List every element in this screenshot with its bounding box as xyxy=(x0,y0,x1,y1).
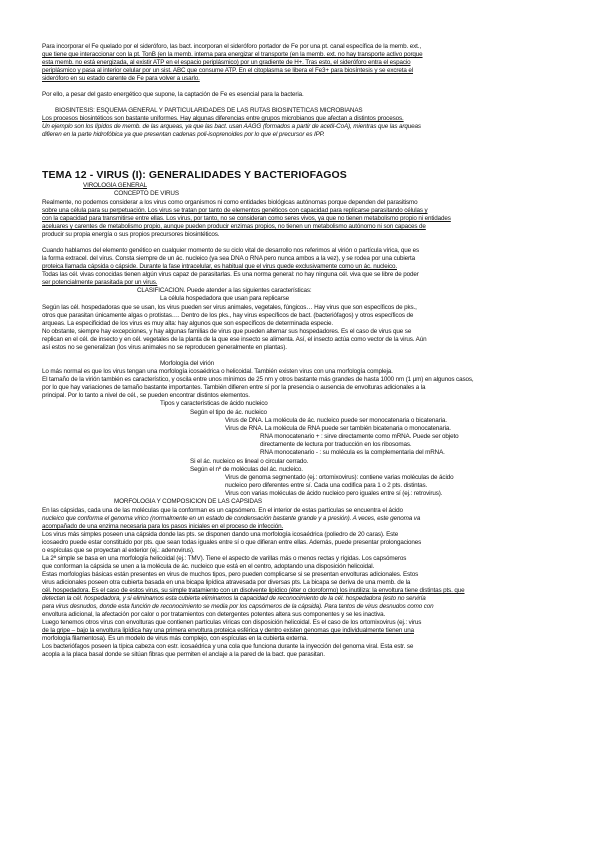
text-line: Para incorporar el Fe quelado por el sideróforo, las bact. incorporan el sideróforo portador de Fe por una pt. canal específica de la memb. ext., xyxy=(42,43,422,50)
list-item: directamente de lectura por traducción en los ribosomas. xyxy=(260,441,412,448)
text-line: o espículas que se proyectan al exterior (ej.: adenovirus). xyxy=(42,547,195,554)
page-title: TEMA 12 - VIRUS (I): GENERALIDADES Y BACTERIOFAGOS xyxy=(42,169,347,181)
text-line: producir su propia energía o sus propios precursores biosintéticos. xyxy=(42,231,220,238)
text-line: Por ello, a pesar del gasto energético que supone, la captación de Fe es esencial para la bacteria. xyxy=(42,91,304,98)
list-item: ■ Virus de genoma segmentado (ej.: ortomixovirus): contiene varias moléculas de ácido xyxy=(225,474,555,482)
text-line: arqueas. La especificidad de los virus es muy alta: hay algunos que son específicos de determinada especie. xyxy=(42,320,334,327)
text-line: Realmente, no podemos considerar a los virus como organismos ni como entidades biológicas autónomas porque dependen del parasitismo xyxy=(42,199,418,206)
text-line: En las cápsidas, cada una de las moléculas que la conforman es un capsómero. En el interior de estas partículas se encuentra el ácido xyxy=(42,507,403,514)
text-line: Cuando hablamos del elemento genético en cualquier momento de su ciclo vital de desarrollo nos referimos al virión o partícula vírica, que es xyxy=(42,247,420,254)
text-line: esta memb. no está energizada, al existir ATP en el espacio periplásmico) por un gradiente de H+. Tras esto, el sideróforo entra el espacio xyxy=(42,59,411,66)
list-item: ○ Según el nº de moléculas del ác. nucleico. xyxy=(190,466,555,474)
subsection-heading: ○ MORFOLOGÍA Y COMPOSICIÓN DE LAS CÁPSIDAS xyxy=(114,498,554,506)
text-line: cél. hospedadora. Es el caso de estos virus, su simple tratamiento con un disolvente lipídico (éter o cloroformo) los inutiliza: la envoltura tiene distintas pts. que xyxy=(42,587,465,594)
list-item: ■ Virus con varias moléculas de ácido nucleico pero iguales entre sí (ej.: retrovirus). xyxy=(225,490,555,498)
text-line: icosaedro puede estar constituido por pts. que sean todas iguales entre sí o que difieran entre ellas. Además, puede presentar prolongaciones xyxy=(42,539,422,546)
subsection-heading: ■ Tipos y características de ácido nucleico xyxy=(160,400,555,408)
subsection-heading: ○ CONCEPTO DE VIRUS xyxy=(114,190,554,198)
text-line: Estas morfologías básicas están presentes en virus de muchos tipos, pero pueden complicarse si se presentan envolturas adicionales. Estos xyxy=(42,571,419,578)
text-line: así estos no se generalizan (los virus animales no se reproducen generalmente en plantas). xyxy=(42,344,287,351)
text-line: que tiene que interaccionar con la pt. TonB (en la memb. interna para energizar el transporte (en la memb. ext. no hay transporte activo porque xyxy=(42,51,423,58)
text-line: con la capacidad para transmitirse entre ellas. Los virus, por tanto, no se consideran como seres vivos, ya que no tienen metabolismo propio ni entidades xyxy=(42,215,451,222)
text-line: No obstante, siempre hay excepciones, y hay algunas familias de virus que pueden alternar sus hospedadores. Es el caso de virus que se xyxy=(42,328,412,335)
text-line: para virus desnudos, donde esta función de reconocimiento se media por los capsómeros de la cápsida). Para tantos de virus desnudos como con xyxy=(42,603,434,610)
text-line: La 2ª simple se basa en una morfología helicoidal (ej.: TMV). Tiene el aspecto de varillas más o menos rectas y rígidas. Los capsómeros xyxy=(42,555,407,562)
text-line: Un ejemplo son los lípidos de memb. de las arqueas, ya que las bact. usan AAGG (formados a partir de acetil-CoA), mientras que las arqueas xyxy=(42,123,421,130)
text-line: Los virus más simples poseen una cápsida donde las pts. se disponen dando una morfología icosaédrica (poliedro de 20 caras). Este xyxy=(42,531,399,538)
text-line: proteica llamada cápsida o cápside. Durante la fase intracelular, es habitual que el virus quede exclusivamente como un ác. nucleico. xyxy=(42,263,397,270)
list-item: ■ Virus de DNA. La molécula de ác. nucleico puede ser monocatenaria o bicatenaria. xyxy=(225,417,555,425)
text-line: la forma extracel. del virus. Consta siempre de un ác. nucleico (ya sea DNA o RNA pero nunca ambos a la vez), y se rodea por una cubierta xyxy=(42,255,415,262)
text-line: nucleico que conforma el genoma vírico (normalmente en un estado de condensación bastante grande y a presión). A veces, este genoma va xyxy=(42,515,421,522)
text-line: Según las cél. hospedadoras que se usan, los virus pueden ser virus animales, vegetales, fúngicos… Hay virus que son específicos de pks., xyxy=(42,304,417,311)
text-line: aceluares y carentes de metabolismo propio, aunque pueden producir enzimas propios, no tienen un metabolismo autónomo ni son capaces de xyxy=(42,223,426,230)
text-line: Todas las cél. vivas conocidas tienen algún virus capaz de parasitarlas. Es una norma general: no hay ninguna cél. viva que se libre de poder xyxy=(42,271,419,278)
text-line: difieren en la parte hidrofóbica ya que presentan cadenas poli-isoprenoides por lo que el precursor es IPP. xyxy=(42,131,325,138)
list-item: ● RNA monocatenario - : su molécula es la complementaria del mRNA. xyxy=(260,449,555,457)
text-line: replican en el cél. de insecto y en cél. vegetales de la planta de la que ese insecto se alimenta. Así, el insecto actúa como vector de la virus. Aún xyxy=(42,336,427,343)
text-line: por lo que hay variaciones de tamaño bastante importantes. También difieren entre sí por la presencia o ausencia de envolturas adicionales a la xyxy=(42,384,426,391)
text-line: principal. Por lo tanto a nivel de cél., se pueden encontrar distintos elementos. xyxy=(42,392,250,399)
text-line: envoltura adicional, la afectación por calor o por tratamientos con detergentes potentes altera sus componentes y se les inactiva. xyxy=(42,611,386,618)
list-item: ■ Virus de RNA. La molécula de RNA puede ser también bicatenaria o monocatenaria. xyxy=(225,425,555,433)
section-heading: ● BIOSÍNTESIS: ESQUEMA GENERAL Y PARTICULARIDADES DE LAS RUTAS BIOSINTÉTICAS MICROBIANAS xyxy=(55,107,558,115)
text-line: Los procesos biosintéticos son bastante uniformes. Hay algunas diferencias entre grupos microbianos que afectan a distintos procesos. xyxy=(42,115,404,122)
text-line: Los bacteriófagos poseen la típica cabeza con estr. icosaédrica y una cola que funciona durante la inyección del genoma viral. Esta estr. se xyxy=(42,643,414,650)
text-line: periplásmico y pasa al interior celular por un sist. ABC que consume ATP. En el citoplasma se libera el Fe3+ para biosíntesis y se excreta el xyxy=(42,67,414,74)
list-item: ● RNA monocatenario + : sirve directamente como mRNA. Puede ser objeto xyxy=(260,433,555,441)
section-heading: ● VIROLOGÍA GENERAL xyxy=(83,182,553,190)
text-line: acopla a la placa basal donde se sitúan fibras que permiten el anclaje a la pared de la bact. que parasitan. xyxy=(42,651,325,658)
text-line: detectan la cél. hospedadora, y si eliminamos esta cubierta eliminamos la capacidad de reconocimiento de la cél. hospedadora (esto no serviría xyxy=(42,595,426,602)
text-line: que conforman la cápsida se unen a la molécula de ác. nucleico que está en el centro, adoptando una disposición helicoidal. xyxy=(42,563,375,570)
text-line: virus adicionales poseen otra cubierta basada en una bicapa lipídica atravesada por diversas pts. La bicapa se deriva de una memb. de la xyxy=(42,579,411,586)
text-line: otros que parasitan únicamente algas o protistas…. Dentro de los pks., hay virus específicos de bact. (bacteriófagos) y otros específicos de xyxy=(42,312,414,319)
text-line: acompañado de una enzima necesaria para los pasos iniciales en el proceso de infección. xyxy=(42,523,284,530)
list-item: ○ Si el ác. nucleico es lineal o circular cerrado. xyxy=(190,458,555,466)
text-line: El tamaño de la virión también es característico, y oscila entre unos mínimos de 25 nm y otros bastante más grandes de hasta 1000 nm (1 μm) en algunos casos, xyxy=(42,376,474,383)
subsection-heading: ■ La célula hospedadora que usan para replicarse xyxy=(160,295,555,303)
list-item: nucleico pero diferentes entre sí. Cada una codifica para 1 o 2 pts. distintas. xyxy=(225,482,428,489)
text-line: sobre una célula para su perpetuación. Los virus se tratan por tanto de elementos genéticos con capacidad para replicarse parasitando células y xyxy=(42,207,428,214)
text-line: Lo más normal es que los virus tengan una morfología icosaédrica o helicoidal. También existen virus con una morfología compleja. xyxy=(42,368,393,375)
text-line: sideróforo en su estado carente de Fe para volver a usarlo. xyxy=(42,75,200,82)
list-item: ○ Según el tipo de ác. nucleico xyxy=(190,409,555,417)
subsection-heading: ■ Morfología del virión xyxy=(160,360,555,368)
text-line: ser potencialmente parasitada por un virus. xyxy=(42,279,158,286)
text-line: morfología filamentosa). Es un modelo de virus más complejo, con espículas en la cubierta externa. xyxy=(42,635,308,642)
subsection-heading: ○ CLASIFICACIÓN. Puede atender a las siguientes características: xyxy=(137,287,557,295)
text-line: Luego tenemos otros virus con envolturas que contienen partículas víricas con disposición helicoidal. Es el caso de los ortomixovirus (ej.: virus xyxy=(42,619,422,626)
text-line: de la gripe – bajo la envoltura lipídica hay una primera envoltura proteica esférica y dentro existen genomas que individualmente tienen una xyxy=(42,627,414,634)
